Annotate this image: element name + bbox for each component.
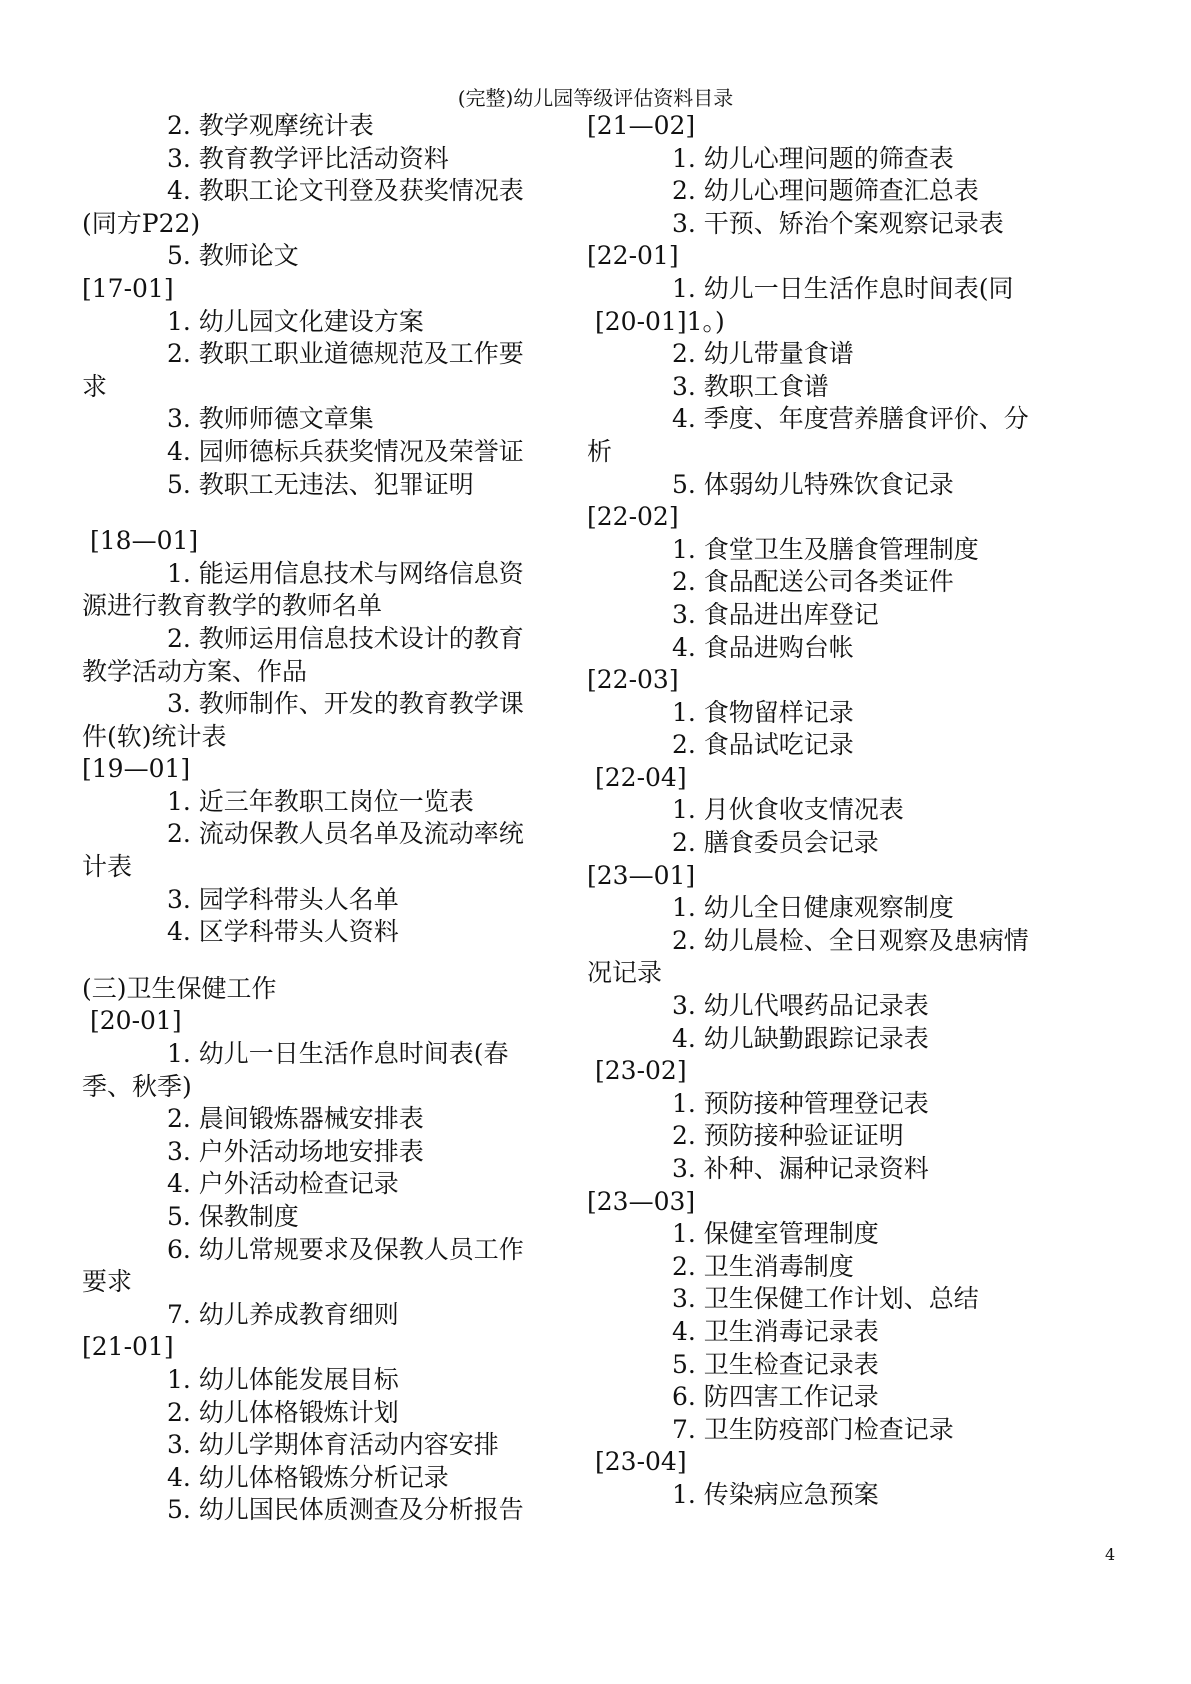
section-heading: (三)卫生保健工作 (82, 973, 277, 1003)
list-item: 3. 教师制作、开发的教育教学课 (167, 689, 524, 719)
section-code: [20-01] (90, 1006, 182, 1036)
list-item-continuation: 件(软)统计表 (82, 721, 227, 751)
list-item: 2. 预防接种验证证明 (672, 1121, 904, 1151)
section-code: [22-01] (587, 241, 679, 271)
page-number: 4 (1105, 1545, 1116, 1564)
section-code: [17-01] (82, 273, 174, 303)
list-item: 5. 体弱幼儿特殊饮食记录 (672, 469, 954, 499)
list-item-continuation: 教学活动方案、作品 (82, 656, 308, 686)
list-item: 3. 补种、漏种记录资料 (672, 1154, 929, 1183)
list-item: 2. 教师运用信息技术设计的教育 (167, 623, 524, 653)
list-item-continuation: 求 (82, 371, 108, 401)
list-item: 7. 卫生防疫部门检查记录 (672, 1414, 954, 1444)
list-item-continuation: (同方P22) (82, 208, 201, 238)
list-item: 2. 食品试吃记录 (672, 730, 854, 760)
section-code: [22-04] (595, 762, 687, 792)
document-header: (完整)幼儿园等级评估资料目录 (457, 86, 734, 110)
list-item: 3. 园学科带头人名单 (167, 884, 399, 914)
list-item: 3. 幼儿学期体育活动内容安排 (167, 1430, 499, 1460)
list-item: 2. 卫生消毒制度 (672, 1251, 854, 1281)
list-item: 1. 幼儿一日生活作息时间表(同 (672, 273, 1014, 303)
list-item: 1. 近三年教职工岗位一览表 (167, 786, 474, 816)
list-item: 4. 季度、年度营养膳食评价、分 (672, 404, 1029, 434)
list-item: 2. 流动保教人员名单及流动率统 (167, 819, 524, 849)
list-item: 2. 幼儿晨检、全日观察及患病情 (672, 925, 1029, 955)
list-item: 5. 卫生检查记录表 (672, 1349, 879, 1379)
section-code: [23—01] (587, 860, 696, 890)
list-item: 1. 食物留样记录 (672, 697, 854, 727)
list-item: 3. 户外活动场地安排表 (167, 1136, 424, 1166)
section-code: [23-02] (595, 1056, 687, 1086)
list-item: 2. 幼儿带量食谱 (672, 339, 854, 369)
list-item-continuation: 计表 (82, 852, 133, 882)
list-item: 5. 教职工无违法、犯罪证明 (167, 469, 474, 499)
list-item: 4. 区学科带头人资料 (167, 917, 399, 947)
section-code: [23-04] (595, 1447, 687, 1477)
list-item: 4. 教职工论文刊登及获奖情况表 (167, 176, 524, 206)
list-item-continuation: 析 (587, 436, 613, 466)
list-item: 4. 户外活动检查记录 (167, 1169, 399, 1199)
list-item: 2. 晨间锻炼器械安排表 (167, 1104, 424, 1134)
list-item: 3. 教育教学评比活动资料 (167, 143, 449, 173)
list-item: 2. 教学观摩统计表 (167, 111, 374, 140)
list-item: 5. 幼儿国民体质测查及分析报告 (167, 1495, 524, 1525)
list-item: 1. 传染病应急预案 (672, 1479, 879, 1509)
list-item: 2. 幼儿体格锻炼计划 (167, 1397, 399, 1427)
list-item: 4. 卫生消毒记录表 (672, 1316, 879, 1346)
list-item-continuation: 季、秋季) (82, 1071, 192, 1101)
list-item: 6. 幼儿常规要求及保教人员工作 (167, 1234, 524, 1264)
list-item-continuation: [20-01]1。) (595, 306, 725, 336)
list-item: 3. 幼儿代喂药品记录表 (672, 991, 929, 1021)
section-code: [18—01] (90, 526, 199, 556)
list-item: 3. 教职工食谱 (672, 371, 829, 401)
list-item: 1. 食堂卫生及膳食管理制度 (672, 534, 979, 564)
list-item: 3. 卫生保健工作计划、总结 (672, 1284, 979, 1314)
list-item: 1. 幼儿一日生活作息时间表(春 (167, 1039, 509, 1069)
list-item: 3. 教师师德文章集 (167, 404, 374, 434)
list-item: 2. 膳食委员会记录 (672, 828, 879, 858)
list-item: 2. 食品配送公司各类证件 (672, 567, 954, 597)
section-code: [21—02] (587, 111, 696, 140)
list-item: 3. 食品进出库登记 (672, 599, 879, 629)
list-item: 3. 干预、矫治个案观察记录表 (672, 208, 1004, 238)
list-item: 4. 幼儿体格锻炼分析记录 (167, 1462, 449, 1492)
list-item-continuation: 况记录 (587, 958, 663, 988)
list-item: 1. 月伙食收支情况表 (672, 795, 904, 825)
list-item: 2. 幼儿心理问题筛查汇总表 (672, 176, 979, 206)
list-item: 1. 预防接种管理登记表 (672, 1088, 929, 1118)
list-item: 5. 教师论文 (167, 241, 299, 271)
list-item: 1. 幼儿园文化建设方案 (167, 306, 424, 336)
list-item: 1. 保健室管理制度 (672, 1219, 879, 1249)
list-item: 2. 教职工职业道德规范及工作要 (167, 339, 524, 369)
list-item: 7. 幼儿养成教育细则 (167, 1299, 399, 1329)
list-item: 1. 幼儿心理问题的筛查表 (672, 143, 954, 173)
list-item: 1. 能运用信息技术与网络信息资 (167, 558, 524, 588)
list-item: 6. 防四害工作记录 (672, 1382, 879, 1412)
list-item: 4. 园师德标兵获奖情况及荣誉证 (167, 436, 524, 466)
list-item: 4. 幼儿缺勤跟踪记录表 (672, 1023, 929, 1053)
list-item-continuation: 要求 (82, 1267, 133, 1297)
left-column (82, 110, 552, 1527)
list-item: 1. 幼儿体能发展目标 (167, 1364, 399, 1394)
section-code: [22-03] (587, 665, 679, 695)
list-item: 5. 保教制度 (167, 1202, 299, 1231)
list-item: 4. 食品进购台帐 (672, 632, 854, 662)
right-column (587, 110, 1057, 1512)
list-item: 1. 幼儿全日健康观察制度 (672, 893, 954, 923)
list-item-continuation: 源进行教育教学的教师名单 (82, 591, 383, 621)
section-code: [19—01] (82, 754, 191, 784)
section-code: [22-02] (587, 502, 679, 532)
section-code: [23—03] (587, 1186, 696, 1216)
section-code: [21-01] (82, 1332, 174, 1362)
